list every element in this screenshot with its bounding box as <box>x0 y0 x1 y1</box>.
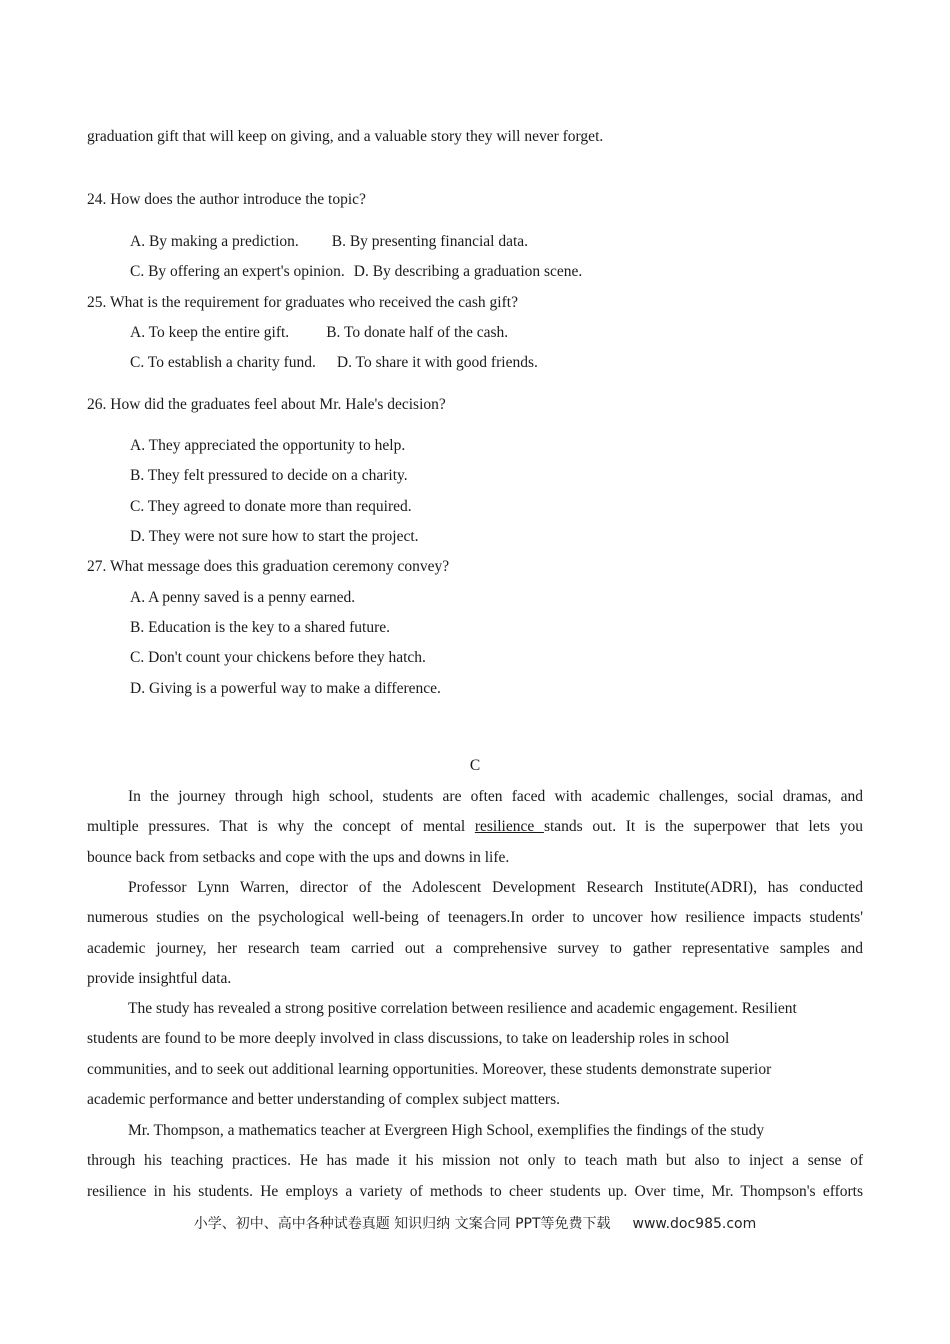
option-25d[interactable]: D. To share it with good friends. <box>336 354 538 371</box>
option-26a[interactable]: A. They appreciated the opportunity to help. <box>130 437 406 454</box>
question-26: 26. How did the graduates feel about Mr. Hale's decision? <box>87 396 446 413</box>
section-title: C <box>469 757 481 774</box>
paragraph-4-line-2: through his teaching practices. He has made it his mission not only to teach math but also to inject a sense of <box>87 1152 863 1170</box>
p1-text-after: stands out. It is the superpower that lets you <box>543 818 863 836</box>
option-24d[interactable]: D. By describing a graduation scene. <box>353 263 583 280</box>
paragraph-2-line-2: numerous studies on the psychological well-being of teenagers.In order to uncover how resilience impacts students' <box>87 909 863 927</box>
question-24: 24. How does the author introduce the topic? <box>87 191 366 208</box>
option-24a[interactable]: A. By making a prediction. <box>130 233 299 250</box>
option-24b[interactable]: B. By presenting financial data. <box>331 233 529 250</box>
passage-closing-line: graduation gift that will keep on giving, and a valuable story they will never forget. <box>87 128 604 145</box>
question-27: 27. What message does this graduation ceremony convey? <box>87 558 450 575</box>
option-27d[interactable]: D. Giving is a powerful way to make a difference. <box>130 680 441 697</box>
paragraph-3-line-2: students are found to be more deeply involved in class discussions, to take on leadership roles in school <box>87 1030 730 1048</box>
option-25b[interactable]: B. To donate half of the cash. <box>326 324 509 341</box>
paragraph-4-line-3: resilience in his students. He employs a variety of methods to cheer students up. Over time, Mr. Thompson's efforts <box>87 1182 863 1200</box>
question-25-options-row-2 <box>130 353 538 373</box>
question-25-options-row-1 <box>130 323 508 343</box>
resilience-underlined-word: resilience <box>474 818 544 836</box>
option-25c[interactable]: C. To establish a charity fund. <box>130 354 316 371</box>
paragraph-3 <box>87 994 863 1115</box>
paragraph-3-line-1: The study has revealed a strong positive correlation between resilience and academic engagement. Resilient <box>128 1000 797 1017</box>
paragraph-1 <box>87 782 863 873</box>
question-24-options-row-1 <box>130 232 528 252</box>
option-26b[interactable]: B. They felt pressured to decide on a charity. <box>130 467 408 484</box>
paragraph-4 <box>87 1116 863 1207</box>
option-27b[interactable]: B. Education is the key to a shared future. <box>130 619 390 636</box>
option-26d[interactable]: D. They were not sure how to start the project. <box>130 528 419 545</box>
paragraph-1-line-1: In the journey through high school, students are often faced with academic challenges, social dramas, and <box>128 788 863 805</box>
option-25a[interactable]: A. To keep the entire gift. <box>130 324 290 341</box>
option-26c[interactable]: C. They agreed to donate more than required. <box>130 498 412 515</box>
paragraph-3-line-3: communities, and to seek out additional learning opportunities. Moreover, these students demonstrate superior <box>87 1060 772 1078</box>
question-24-options-row-2 <box>130 262 582 282</box>
paragraph-2 <box>87 873 863 994</box>
paragraph-3-line-4: academic performance and better understanding of complex subject matters. <box>87 1090 560 1108</box>
option-27a[interactable]: A. A penny saved is a penny earned. <box>130 589 356 606</box>
paragraph-2-line-4: provide insightful data. <box>87 969 232 987</box>
footer-url-link[interactable]: www.doc985.com <box>632 1216 757 1232</box>
footer-text: 小学、初中、高中各种试卷真题 知识归纳 文案合同 PPT等免费下载 <box>193 1216 611 1232</box>
p1-text-before: multiple pressures. That is why the concept of mental <box>87 818 475 836</box>
page-footer <box>0 1213 950 1233</box>
paragraph-1-line-3: bounce back from setbacks and cope with the ups and downs in life. <box>87 848 510 866</box>
paragraph-2-line-1: Professor Lynn Warren, director of the Adolescent Development Research Institute(ADRI), has conducted <box>128 879 863 896</box>
option-24c[interactable]: C. By offering an expert's opinion. <box>130 263 345 280</box>
paragraph-2-line-3: academic journey, her research team carried out a comprehensive survey to gather representative samples and <box>87 939 863 957</box>
option-27c[interactable]: C. Don't count your chickens before they hatch. <box>130 649 426 666</box>
question-25: 25. What is the requirement for graduates who received the cash gift? <box>87 294 518 311</box>
paragraph-4-line-1: Mr. Thompson, a mathematics teacher at Evergreen High School, exemplifies the findings of the study <box>128 1122 765 1139</box>
paragraph-1-line-2 <box>87 812 863 842</box>
